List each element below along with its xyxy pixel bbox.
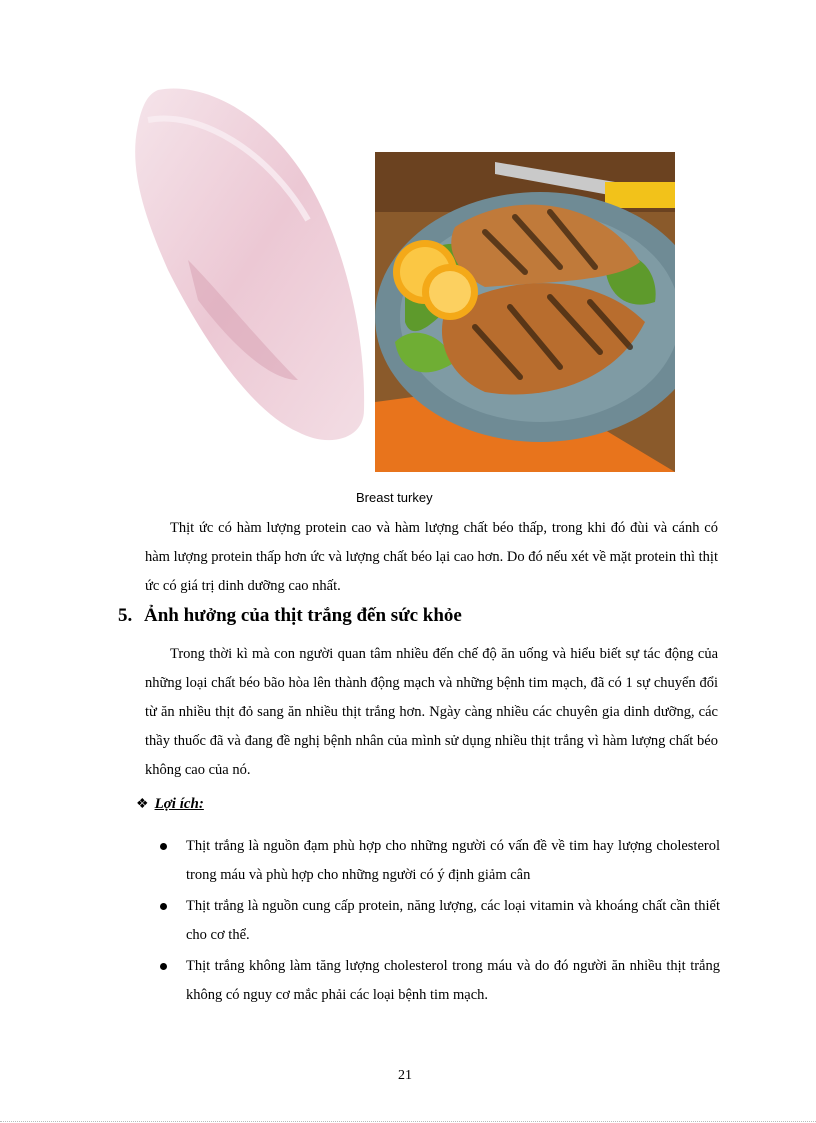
raw-turkey-breast-image xyxy=(128,80,368,450)
benefits-label: Lợi ích: xyxy=(154,796,204,812)
page-number: 21 xyxy=(398,1068,412,1083)
page-bottom-rule xyxy=(0,1121,816,1122)
section-heading xyxy=(118,605,462,627)
benefits-heading xyxy=(136,796,204,813)
figure-caption: Breast turkey xyxy=(356,490,433,505)
section-title: Ảnh hưởng của thịt trắng đến sức khỏe xyxy=(144,605,462,626)
section-number: 5. xyxy=(118,605,133,626)
list-item xyxy=(160,892,720,950)
paragraph-breast-nutrition: Thịt ức có hàm lượng protein cao và hàm lượng chất béo thấp, trong khi đó đùi và cánh có hàm lượng protein thấp hơn ức và lượng chất béo lại cao hơn. Do đó nếu xét về mặt protein thì thịt ức có giá trị dinh dưỡng cao nhất. xyxy=(145,520,718,594)
diamond-bullet-icon: ❖ xyxy=(136,797,149,812)
list-item-text: Thịt trắng không làm tăng lượng cholesterol trong máu và do đó người ăn nhiều thịt trắng không có nguy cơ mắc phải các loại bệnh tim mạch. xyxy=(186,958,720,1003)
paragraph-health-impact: Trong thời kì mà con người quan tâm nhiều đến chế độ ăn uống và hiểu biết sự tác động của những loại chất béo bão hòa lên thành động mạch và những bệnh tim mạch, đã có 1 sự chuyển đổi từ ăn nhiều thịt đỏ sang ăn nhiều thịt trắng hơn. Ngày càng nhiều các chuyên gia dinh dưỡng, các thầy thuốc đã và đang đề nghị bệnh nhân của mình sử dụng nhiều thịt trắng vì hàm lượng chất béo không cao của nó. xyxy=(145,646,718,778)
bullet-dot-icon xyxy=(160,963,167,970)
list-item-text: Thịt trắng là nguồn cung cấp protein, năng lượng, các loại vitamin và khoáng chất cần thiết cho cơ thể. xyxy=(186,898,720,943)
grilled-turkey-breast-image xyxy=(375,152,675,472)
bullet-dot-icon xyxy=(160,903,167,910)
list-item-text: Thịt trắng là nguồn đạm phù hợp cho những người có vấn đề về tim hay lượng cholesterol trong máu và phù hợp cho những người có ý định giảm cân xyxy=(186,838,720,883)
list-item xyxy=(160,952,720,1010)
bullet-dot-icon xyxy=(160,843,167,850)
list-item xyxy=(160,832,720,890)
benefits-list xyxy=(160,832,720,1012)
